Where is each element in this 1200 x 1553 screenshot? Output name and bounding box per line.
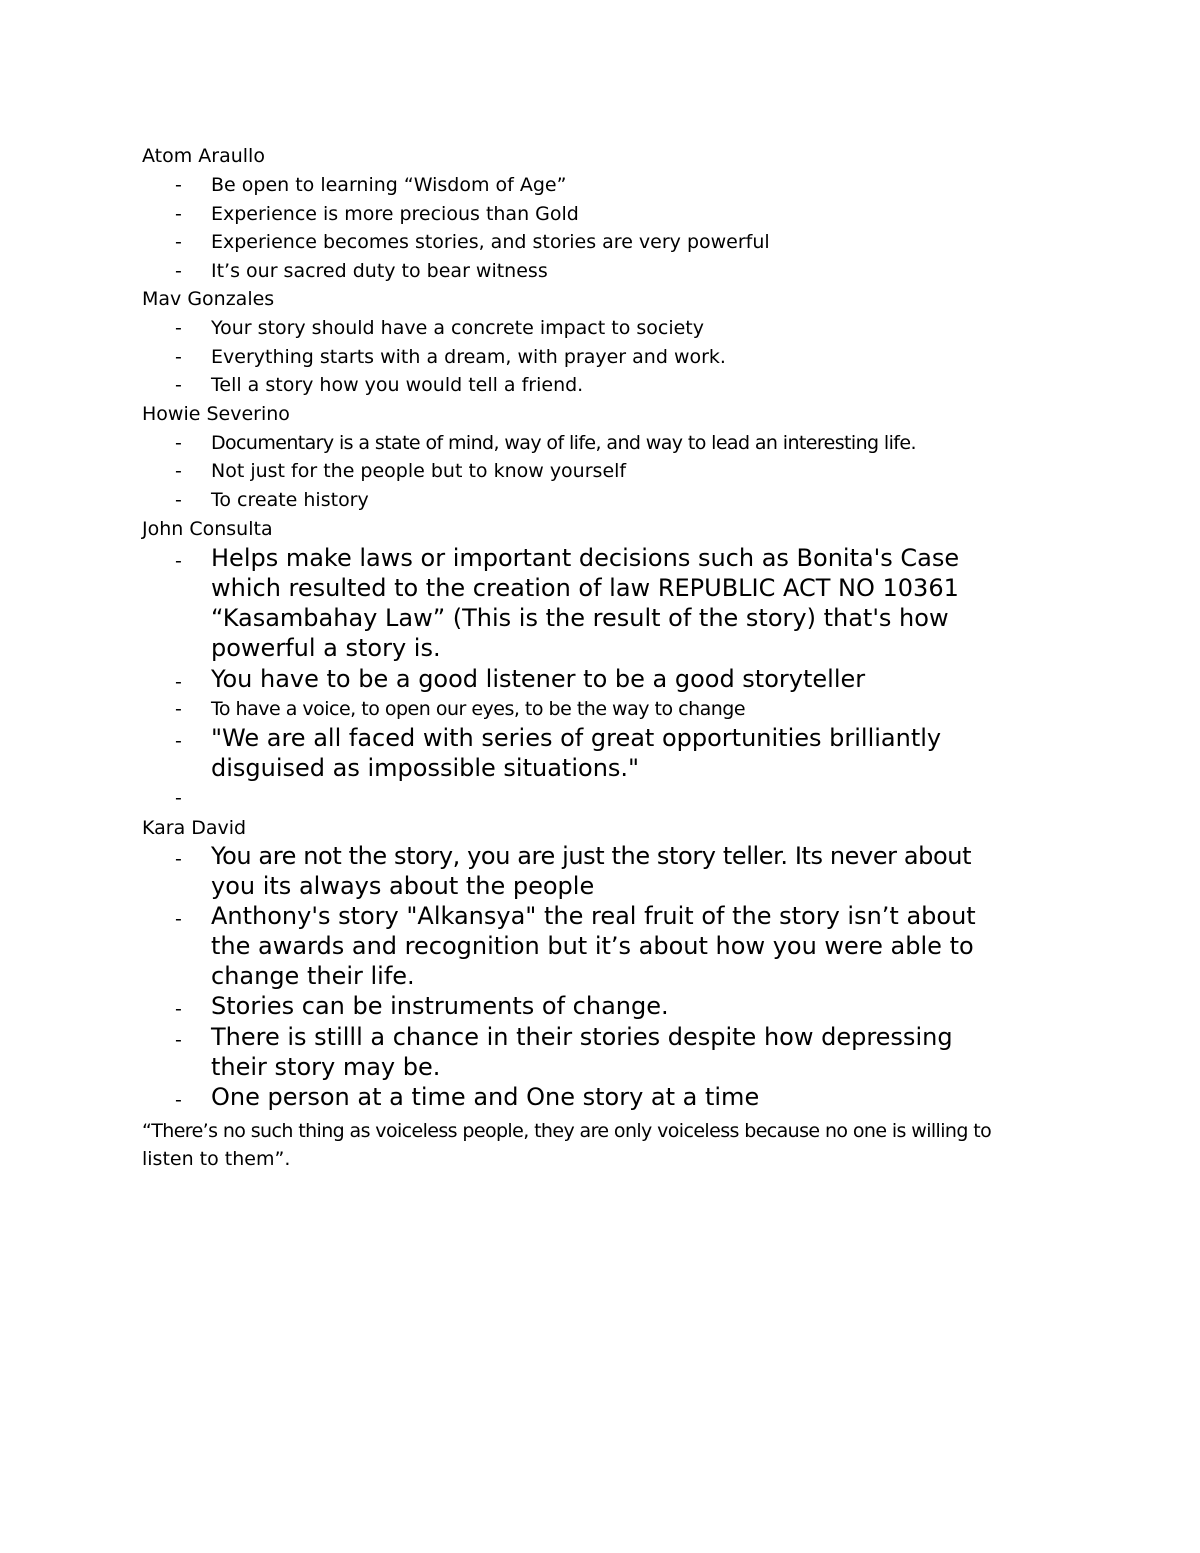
bullet-marker: -	[175, 174, 182, 196]
closing-quote-line: listen to them”.	[142, 1148, 291, 1170]
bullet-text: "We are all faced with series of great opportunities brilliantly	[211, 724, 942, 752]
bullet-marker: -	[175, 260, 182, 282]
bullet-text: Stories can be instruments of change.	[211, 992, 669, 1020]
bullet-text: Documentary is a state of mind, way of life, and way to lead an interesting life.	[211, 432, 916, 454]
bullet-text: Everything starts with a dream, with prayer and work.	[211, 346, 726, 368]
bullet-text: Not just for the people but to know yourself	[211, 460, 627, 482]
bullet-marker: -	[175, 231, 182, 253]
bullet-marker: -	[175, 203, 182, 225]
bullet-marker: -	[175, 787, 182, 809]
bullet-text: their story may be.	[211, 1053, 441, 1081]
bullet-marker: -	[175, 671, 182, 693]
section-heading: Mav Gonzales	[142, 288, 275, 310]
bullet-text: disguised as impossible situations."	[211, 754, 640, 782]
bullet-marker: -	[175, 550, 182, 572]
bullet-text: One person at a time and One story at a time	[211, 1083, 760, 1111]
bullet-text: To create history	[211, 489, 369, 511]
bullet-text: Anthony's story "Alkansya" the real fruit of the story isn’t about	[211, 902, 976, 930]
bullet-text: Tell a story how you would tell a friend.	[211, 374, 584, 396]
bullet-text: powerful a story is.	[211, 634, 441, 662]
bullet-marker: -	[175, 998, 182, 1020]
bullet-text: change their life.	[211, 962, 415, 990]
section-heading: Howie Severino	[142, 403, 290, 425]
section-heading: Atom Araullo	[142, 145, 265, 167]
bullet-marker: -	[175, 908, 182, 930]
bullet-marker: -	[175, 1029, 182, 1051]
bullet-text: the awards and recognition but it’s about how you were able to	[211, 932, 974, 960]
bullet-marker: -	[175, 317, 182, 339]
bullet-text: You are not the story, you are just the story teller. Its never about	[211, 842, 972, 870]
bullet-text: “Kasambahay Law” (This is the result of the story) that's how	[211, 604, 949, 632]
bullet-text: To have a voice, to open our eyes, to be the way to change	[211, 698, 746, 720]
closing-quote-line: “There’s no such thing as voiceless people, they are only voiceless because no one is willing to	[142, 1120, 992, 1142]
bullet-marker: -	[175, 489, 182, 511]
section-heading: John Consulta	[142, 518, 273, 540]
bullet-text: You have to be a good listener to be a good storyteller	[211, 665, 866, 693]
bullet-marker: -	[175, 730, 182, 752]
bullet-marker: -	[175, 346, 182, 368]
bullet-text: Helps make laws or important decisions such as Bonita's Case	[211, 544, 960, 572]
section-heading: Kara David	[142, 817, 247, 839]
bullet-text: Be open to learning “Wisdom of Age”	[211, 174, 567, 196]
bullet-marker: -	[175, 698, 182, 720]
bullet-marker: -	[175, 848, 182, 870]
bullet-text: you its always about the people	[211, 872, 595, 900]
bullet-text: which resulted to the creation of law REPUBLIC ACT NO 10361	[211, 574, 959, 602]
bullet-text: Your story should have a concrete impact to society	[211, 317, 704, 339]
bullet-text: There is stilll a chance in their stories despite how depressing	[211, 1023, 953, 1051]
bullet-marker: -	[175, 374, 182, 396]
bullet-marker: -	[175, 460, 182, 482]
bullet-text: It’s our sacred duty to bear witness	[211, 260, 548, 282]
bullet-marker: -	[175, 1089, 182, 1111]
bullet-text: Experience becomes stories, and stories are very powerful	[211, 231, 770, 253]
bullet-text: Experience is more precious than Gold	[211, 203, 579, 225]
bullet-marker: -	[175, 432, 182, 454]
